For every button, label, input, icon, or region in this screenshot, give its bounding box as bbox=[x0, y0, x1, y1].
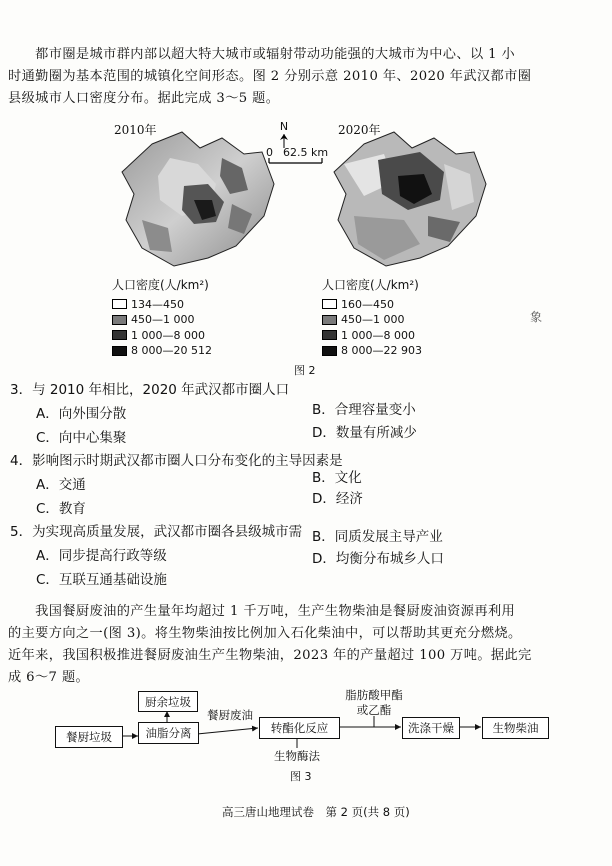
legend-2010 bbox=[112, 278, 212, 359]
intro-line: 县级城市人口密度分布。据此完成 3～5 题。 bbox=[8, 91, 280, 106]
page-footer: 高三唐山地理试卷 第 2 页(共 8 页) bbox=[222, 805, 410, 819]
question-4-option-d: D．经济 bbox=[312, 491, 363, 507]
flow-label-enzyme-method: 生物酶法 bbox=[274, 749, 320, 763]
flow-node-washing-drying: 洗涤干燥 bbox=[402, 717, 460, 739]
question-4-option-a: A．交通 bbox=[36, 477, 86, 493]
legend-swatch bbox=[322, 315, 337, 325]
legend-item bbox=[322, 328, 422, 344]
question-5-option-d: D．均衡分布城乡人口 bbox=[312, 551, 444, 567]
margin-text: 象 bbox=[530, 310, 543, 324]
question-5-option-b: B．同质发展主导产业 bbox=[312, 529, 443, 545]
question-5-option-c: C．互联互通基础设施 bbox=[36, 572, 167, 588]
legend-swatch bbox=[112, 346, 127, 356]
question-3-stem: 3．与 2010 年相比，2020 年武汉都市圈人口 bbox=[10, 382, 290, 398]
legend-item bbox=[112, 343, 212, 359]
passage-line: 我国餐厨废油的产生量年均超过 1 千万吨，生产生物柴油是餐厨废油资源再利用 bbox=[8, 604, 516, 619]
map-year-2020: 2020年 bbox=[338, 123, 381, 137]
legend-label: 8 000—20 512 bbox=[131, 344, 212, 357]
legend-label: 450—1 000 bbox=[341, 313, 405, 326]
flow-node-biodiesel: 生物柴油 bbox=[482, 717, 549, 739]
question-5-stem: 5．为实现高质量发展，武汉都市圈各县级城市需 bbox=[10, 524, 303, 540]
legend-swatch bbox=[322, 330, 337, 340]
legend-item bbox=[322, 343, 422, 359]
flow-node-oil-separation: 油脂分离 bbox=[138, 722, 199, 744]
legend-swatch bbox=[112, 330, 127, 340]
scale-label: 62.5 km bbox=[283, 146, 329, 159]
intro-paragraph bbox=[8, 44, 604, 110]
passage-line: 的主要方向之一(图 3)。将生物柴油按比例加入石化柴油中，可以帮助其更充分燃烧。 bbox=[8, 626, 522, 641]
legend-item bbox=[112, 312, 212, 328]
intro-line: 时通勤圈为基本范围的城镇化空间形态。图 2 分别示意 2010 年、2020 年武汉都市圈 bbox=[8, 69, 532, 84]
question-3-option-a: A．向外围分散 bbox=[36, 406, 127, 422]
legend-title: 人口密度(人/km²) bbox=[112, 278, 209, 292]
map-2020 bbox=[324, 124, 494, 274]
legend-label: 160—450 bbox=[341, 297, 394, 311]
question-4-option-c: C．教育 bbox=[36, 501, 86, 517]
passage-line: 近年来，我国积极推进餐厨废油生产生物柴油，2023 年的产量超过 100 万吨。据此完 bbox=[8, 648, 532, 663]
question-3-option-d: D．数量有所减少 bbox=[312, 425, 417, 441]
legend-item bbox=[322, 312, 422, 328]
legend-label: 8 000—22 903 bbox=[341, 344, 422, 357]
question-4-option-b: B．文化 bbox=[312, 470, 362, 486]
north-arrow-label: N bbox=[279, 120, 289, 133]
flow-label-waste-oil: 餐厨废油 bbox=[207, 708, 253, 722]
legend-label: 1 000—8 000 bbox=[341, 328, 415, 342]
legend-swatch bbox=[112, 315, 127, 325]
passage-line: 成 6～7 题。 bbox=[8, 670, 90, 685]
flow-node-food-residue: 厨余垃圾 bbox=[138, 691, 198, 712]
legend-2020 bbox=[322, 278, 422, 359]
legend-label: 450—1 000 bbox=[131, 313, 195, 326]
scale-zero: 0 bbox=[266, 146, 273, 159]
legend-swatch bbox=[322, 299, 337, 309]
flow-label-byproduct bbox=[330, 688, 418, 718]
figure-3-caption: 图 3 bbox=[290, 770, 312, 783]
map-year-2010: 2010年 bbox=[114, 123, 157, 137]
legend-label: 134—450 bbox=[131, 297, 184, 311]
flow-node-transesterification: 转酯化反应 bbox=[259, 717, 340, 739]
intro-line: 都市圈是城市群内部以超大特大城市或辐射带动功能强的大城市为中心、以 1 小 bbox=[8, 47, 516, 62]
passage-2 bbox=[8, 601, 604, 689]
legend-title: 人口密度(人/km²) bbox=[322, 278, 419, 292]
flow-node-kitchen-waste: 餐厨垃圾 bbox=[55, 726, 123, 748]
flow-label-byproduct-line2: 或乙酯 bbox=[356, 703, 392, 717]
legend-item bbox=[112, 297, 212, 313]
question-4-stem: 4．影响图示时期武汉都市圈人口分布变化的主导因素是 bbox=[10, 453, 343, 469]
question-5-option-a: A．同步提高行政等级 bbox=[36, 548, 167, 564]
legend-swatch bbox=[322, 346, 337, 356]
figure-2-caption: 图 2 bbox=[294, 364, 316, 377]
question-3-option-c: C．向中心集聚 bbox=[36, 430, 127, 446]
legend-label: 1 000—8 000 bbox=[131, 328, 205, 342]
legend-item bbox=[322, 297, 422, 313]
flow-label-byproduct-line1: 脂肪酸甲酯 bbox=[345, 688, 403, 702]
legend-item bbox=[112, 328, 212, 344]
map-2010 bbox=[112, 124, 282, 274]
question-3-option-b: B．合理容量变小 bbox=[312, 402, 416, 418]
legend-swatch bbox=[112, 299, 127, 309]
